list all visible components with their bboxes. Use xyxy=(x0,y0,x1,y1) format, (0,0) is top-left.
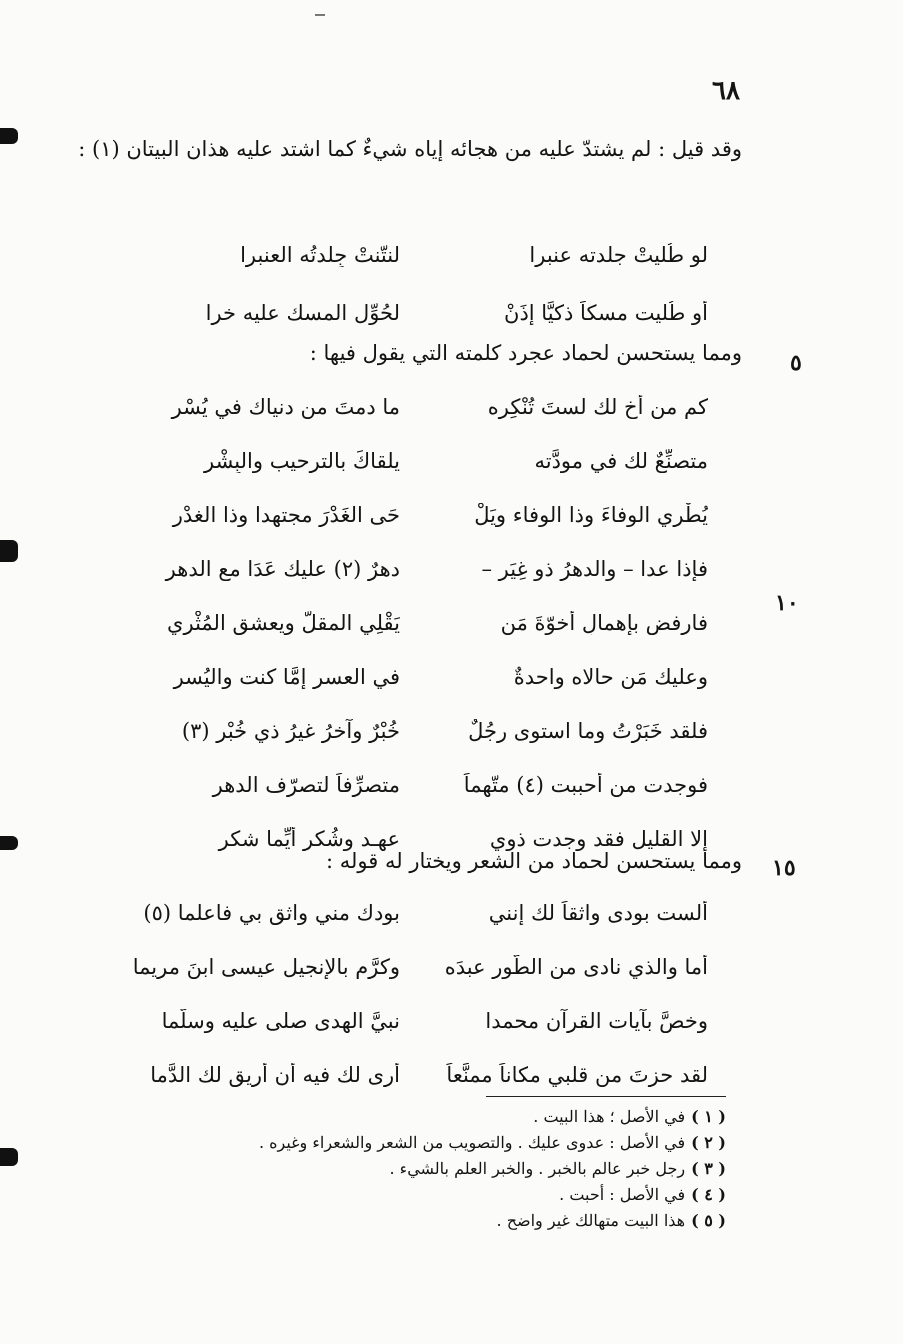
verse-second-hemistich: عهـد وشُكر أيِّما شكرِ xyxy=(218,827,400,851)
verse-line xyxy=(108,1048,708,1102)
footnote-number: ( ٣ ) xyxy=(691,1159,726,1178)
verse-line xyxy=(108,758,708,812)
verse-line xyxy=(108,650,708,704)
verse-line xyxy=(108,596,708,650)
verse-first-hemistich: فوجدت من أحببت (٤) متّهماً xyxy=(463,773,708,797)
scan-blot xyxy=(0,1148,18,1166)
verse-first-hemistich: إلا القليل فقد وجدت ذوي xyxy=(489,827,708,851)
verse-first-hemistich: لقد حزتَ من قلبي مكاناً ممنَّعاً xyxy=(446,1063,708,1087)
verse-second-hemistich: خُبْرٌ وآخرُ غيرُ ذي خُبْرِ (٣) xyxy=(181,719,400,743)
verse-second-hemistich: أرى لك فيه أن أريق لك الدَّما xyxy=(150,1063,400,1087)
verse-first-hemistich: كم من أخٍ لك لستَ تُنْكِره xyxy=(487,395,708,419)
verse-line xyxy=(108,226,708,284)
verse-first-hemistich: ألست بودى واثقاً لك إنني xyxy=(488,901,708,925)
paragraph-two: ومما يستحسن لحماد عجرد كلمته التي يقول فيها : xyxy=(309,341,742,365)
footnote-text: في الأصل : عدوى عليك . والتصويب من الشعر والشعراء وغيره . xyxy=(258,1133,686,1152)
verse-second-hemistich: يلقاكَ بالترحيب والبِشْرِ xyxy=(203,449,400,473)
paragraph-three: ومما يستحسن لحماد من الشعر ويختار له قوله : xyxy=(326,849,742,873)
scan-blot xyxy=(0,128,18,144)
intro-paragraph: وقد قيل : لم يشتدّ عليه من هجائه إياه شيءٌ كما اشتد عليه هذان البيتان (١) : xyxy=(78,137,742,161)
verse-second-hemistich: دهرٌ (٢) عليك عَدَا مع الدهرِ xyxy=(165,557,400,581)
verse-second-hemistich: لحُوِّل المسك عليه خرا xyxy=(205,301,400,325)
footnote xyxy=(230,1208,726,1234)
line-marker-15: ١٥ xyxy=(772,855,796,881)
verse-second-hemistich: متصرِّفاً لتصرّف الدهرِ xyxy=(212,773,400,797)
verse-second-hemistich: لنتّنتْ جِلدتُه العنبرا xyxy=(240,243,400,267)
footnote-number: ( ٤ ) xyxy=(691,1185,726,1204)
verse-line xyxy=(108,284,708,342)
footnote xyxy=(230,1156,726,1182)
verse-second-hemistich: نبيَّ الهدى صلى عليه وسلَّما xyxy=(161,1009,400,1033)
verse-first-hemistich: فإذا عدا – والدهرُ ذو غِيَرٍ – xyxy=(481,557,708,581)
verse-first-hemistich: فارفض بإهمالٍ أُخوّةَ مَن xyxy=(500,611,708,635)
scan-blot xyxy=(0,540,18,562)
verse-first-hemistich: وعليك مَن حالاه واحدةٌ xyxy=(513,665,708,689)
verse-line xyxy=(108,434,708,488)
footnote-separator xyxy=(486,1096,726,1097)
poem-section-one xyxy=(108,226,708,342)
verse-second-hemistich: يَقْلِي المقلَّ ويعشق المُثْرِي xyxy=(167,611,400,635)
verse-first-hemistich: لو طُليتْ جلدته عنبرا xyxy=(529,243,708,267)
verse-second-hemistich: في العسر إمَّا كنت واليُسرِ xyxy=(173,665,400,689)
scan-mark xyxy=(315,14,325,16)
verse-first-hemistich: وخصَّ بآيات القرآن محمدا xyxy=(485,1009,708,1033)
verse-first-hemistich: أما والذي نادى من الطُّور عبدَه xyxy=(444,955,708,979)
verse-first-hemistich: يُطْرِي الوفاءَ وذا الوفاء ويَلْ xyxy=(474,503,708,527)
verse-line xyxy=(108,886,708,940)
line-marker-5: ٥ xyxy=(790,350,802,376)
poem-section-two xyxy=(108,380,708,866)
footnotes xyxy=(230,1104,726,1234)
verse-line xyxy=(108,542,708,596)
verse-second-hemistich: وكرَّم بالإنجيل عيسى ابنَ مريما xyxy=(132,955,400,979)
footnote-number: ( ٥ ) xyxy=(691,1211,726,1230)
verse-line xyxy=(108,940,708,994)
footnote-text: رجل خبر عالم بالخبر . والخبر العلم بالشيء . xyxy=(389,1159,686,1178)
verse-first-hemistich: فلقد خَبَرْتُ وما استوى رجُلٌ xyxy=(468,719,708,743)
verse-second-hemistich: بودك مني واثق بي فاعلما (٥) xyxy=(143,901,400,925)
poem-section-three xyxy=(108,886,708,1102)
footnote xyxy=(230,1182,726,1208)
footnote xyxy=(230,1130,726,1156)
footnote-number: ( ١ ) xyxy=(691,1107,726,1126)
footnote-number: ( ٢ ) xyxy=(691,1133,726,1152)
verse-first-hemistich: متصنِّعٌ لك في مودَّته xyxy=(534,449,708,473)
verse-second-hemistich: ما دمتَ من دنياك في يُسْرِ xyxy=(171,395,400,419)
scan-blot xyxy=(0,836,18,850)
verse-line xyxy=(108,488,708,542)
page-number: ٦٨ xyxy=(712,76,740,106)
footnote xyxy=(230,1104,726,1130)
verse-line xyxy=(108,994,708,1048)
footnote-text: في الأصل ؛ هذا البيت . xyxy=(533,1107,686,1126)
verse-first-hemistich: أو طُليت مسكاً ذكيًّا إذَنْ xyxy=(504,301,708,325)
footnote-text: هذا البيت متهالك غير واضح . xyxy=(496,1211,686,1230)
verse-second-hemistich: حَى الغَدْرَ مجتهدا وذا الغدْرِ xyxy=(172,503,400,527)
verse-line xyxy=(108,380,708,434)
footnote-text: في الأصل : أحبت . xyxy=(559,1185,686,1204)
line-marker-10: ١٠ xyxy=(775,590,799,616)
verse-line xyxy=(108,704,708,758)
